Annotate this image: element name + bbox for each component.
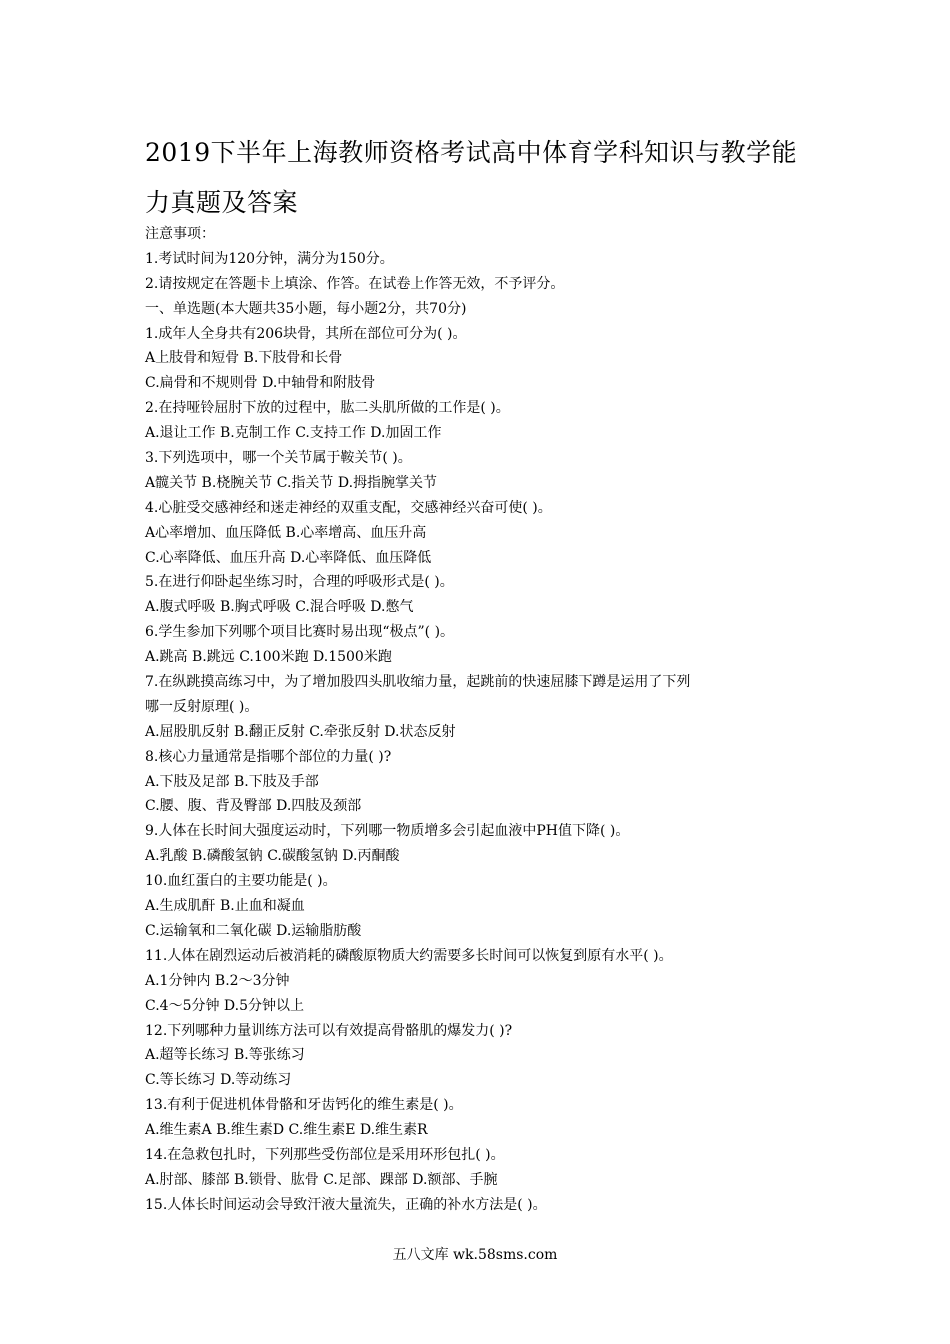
footer-watermark: 五八文库 wk.58sms.com <box>392 1247 558 1263</box>
text-line: C.4～5分钟 D.5分钟以上 <box>145 997 305 1014</box>
text-line: 1.考试时间为120分钟，满分为150分。 <box>145 250 394 267</box>
text-line: 5.在进行仰卧起坐练习时，合理的呼吸形式是( )。 <box>145 574 454 591</box>
text-line: 14.在急救包扎时，下列那些受伤部位是采用环形包扎( )。 <box>145 1146 505 1163</box>
text-line: 1.成年人全身共有206块骨，其所在部位可分为( )。 <box>145 325 467 342</box>
text-line: 15.人体长时间运动会导致汗液大量流失，正确的补水方法是( )。 <box>145 1196 547 1213</box>
text-line: 13.有利于促进机体骨骼和牙齿钙化的维生素是( )。 <box>145 1097 463 1114</box>
text-line: C.扁骨和不规则骨 D.中轴骨和附肢骨 <box>145 375 376 392</box>
text-line: A.乳酸 B.磷酸氢钠 C.碳酸氢钠 D.丙酮酸 <box>145 848 400 865</box>
text-line: 8.核心力量通常是指哪个部位的力量( )? <box>145 748 392 765</box>
text-line: A.下肢及足部 B.下肢及手部 <box>145 773 319 790</box>
text-line: 9.人体在长时间大强度运动时，下列哪一物质增多会引起血液中PH值下降( )。 <box>145 823 630 840</box>
title-line-1: 2019下半年上海教师资格考试高中体育学科知识与教学能 <box>145 138 798 167</box>
text-line: 3.下列选项中，哪一个关节属于鞍关节( )。 <box>145 450 412 467</box>
document-title <box>145 128 825 228</box>
text-line: 4.心脏受交感神经和迷走神经的双重支配，交感神经兴奋可使( )。 <box>145 499 552 516</box>
title-line-2: 力真题及答案 <box>145 188 299 217</box>
text-line: 7.在纵跳摸高练习中，为了增加股四头肌收缩力量，起跳前的快速屈膝下蹲是运用了下列 <box>145 674 691 691</box>
text-line: C.腰、腹、背及臀部 D.四肢及颈部 <box>145 798 362 815</box>
text-line: A.超等长练习 B.等张练习 <box>145 1047 305 1064</box>
text-line: C.运输氧和二氧化碳 D.运输脂肪酸 <box>145 922 362 939</box>
text-line: C.心率降低、血压升高 D.心率降低、血压降低 <box>145 549 432 566</box>
text-line: A.退让工作 B.克制工作 C.支持工作 D.加固工作 <box>145 425 442 442</box>
text-line: A.屈股肌反射 B.翻正反射 C.牵张反射 D.状态反射 <box>145 723 456 740</box>
text-line: 2.在持哑铃屈肘下放的过程中，肱二头肌所做的工作是( )。 <box>145 400 510 417</box>
text-line: 哪一反射原理( )。 <box>145 698 259 715</box>
text-line: A.维生素A B.维生素D C.维生素E D.维生素R <box>145 1122 428 1139</box>
text-line: A.跳高 B.跳远 C.100米跑 D.1500米跑 <box>145 649 392 666</box>
text-line: 11.人体在剧烈运动后被消耗的磷酸原物质大约需要多长时间可以恢复到原有水平( )。 <box>145 947 673 964</box>
text-line: A.肘部、膝部 B.锁骨、肱骨 C.足部、踝部 D.额部、手腕 <box>145 1171 498 1188</box>
text-line: 注意事项： <box>145 226 215 242</box>
text-line: A上肢骨和短骨 B.下肢骨和长骨 <box>145 350 343 367</box>
text-line: A心率增加、血压降低 B.心率增高、血压升高 <box>145 524 427 541</box>
text-line: A.腹式呼吸 B.胸式呼吸 C.混合呼吸 D.憋气 <box>145 599 414 616</box>
text-line: 12.下列哪种力量训练方法可以有效提高骨骼肌的爆发力( )? <box>145 1022 513 1039</box>
document-body <box>145 222 825 1218</box>
text-line: A.1分钟内 B.2～3分钟 <box>145 972 290 989</box>
text-line: A.生成肌酐 B.止血和凝血 <box>145 898 305 915</box>
text-line: 6.学生参加下列哪个项目比赛时易出现“极点”( )。 <box>145 624 455 641</box>
text-line: C.等长练习 D.等动练习 <box>145 1072 292 1089</box>
text-line: 10.血红蛋白的主要功能是( )。 <box>145 873 337 890</box>
text-line: A髋关节 B.桡腕关节 C.指关节 D.拇指腕掌关节 <box>145 474 438 491</box>
text-line: 一、单选题(本大题共35小题，每小题2分，共70分) <box>145 300 467 317</box>
text-line: 2.请按规定在答题卡上填涂、作答。在试卷上作答无效，不予评分。 <box>145 275 565 292</box>
